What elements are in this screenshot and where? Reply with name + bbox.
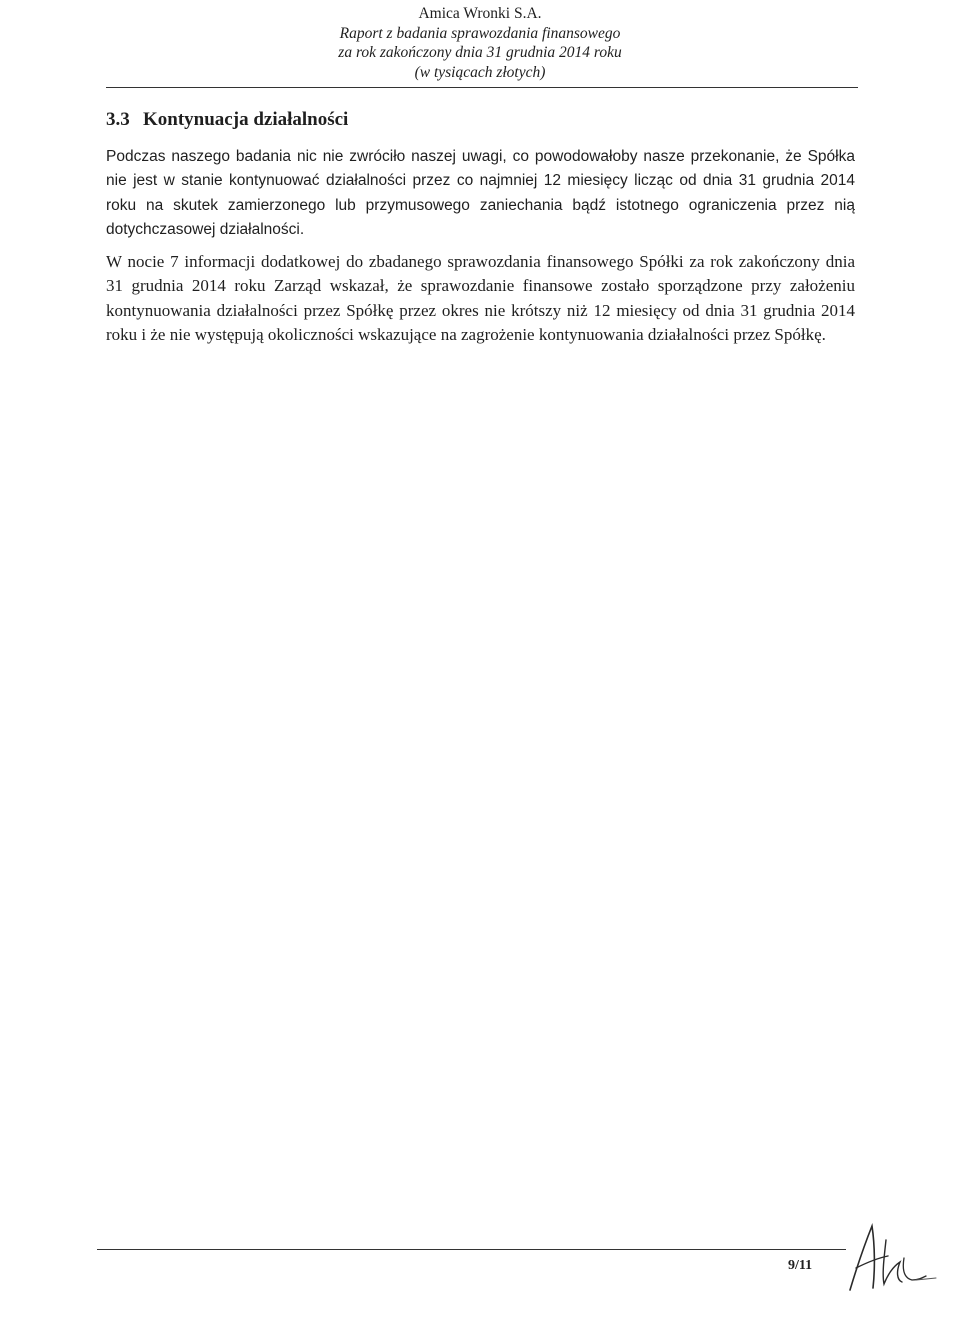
report-title: Raport z badania sprawozdania finansowego [339,24,621,42]
header-divider [106,87,858,88]
section-title: Kontynuacja działalności [143,109,349,130]
page-number: 9/11 [788,1258,813,1273]
paragraph-2: W nocie 7 informacji dodatkowej do zbadanego sprawozdania finansowego Spółki za rok zakończony dnia 31 grudnia 2014 roku Zarząd wskazał, że sprawozdanie finansowe zostało sporządzone przy założeniu kontynuowania działalności przez Spółkę przez okres nie krótszy niż 12 miesięcy od dnia 31 grudnia 2014 roku i że nie występują okoliczności wskazujące na zagrożenie kontynuowania działalności przez Spółkę. [106,252,855,345]
section-number: 3.3 [106,109,130,130]
footer-divider [97,1249,846,1250]
report-period: za rok zakończony dnia 31 grudnia 2014 roku [338,44,622,61]
paragraph-1: Podczas naszego badania nic nie zwróciło naszej uwagi, co powodowałoby nasze przekonanie, że Spółka nie jest w stanie kontynuować działalności przez co najmniej 12 miesięcy licząc od dnia 31 grudnia 2014 roku na skutek zamierzonego lub przymusowego zaniechania bądź istotnego ograniczenia przez nią dotychczasowej działalności. [106,148,855,238]
signature-icon [842,1218,942,1298]
company-name: Amica Wronki S.A. [418,5,542,22]
report-units: (w tysiącach złotych) [414,63,546,81]
document-header [0,4,960,82]
section-body [106,145,855,355]
section-heading [106,109,348,131]
